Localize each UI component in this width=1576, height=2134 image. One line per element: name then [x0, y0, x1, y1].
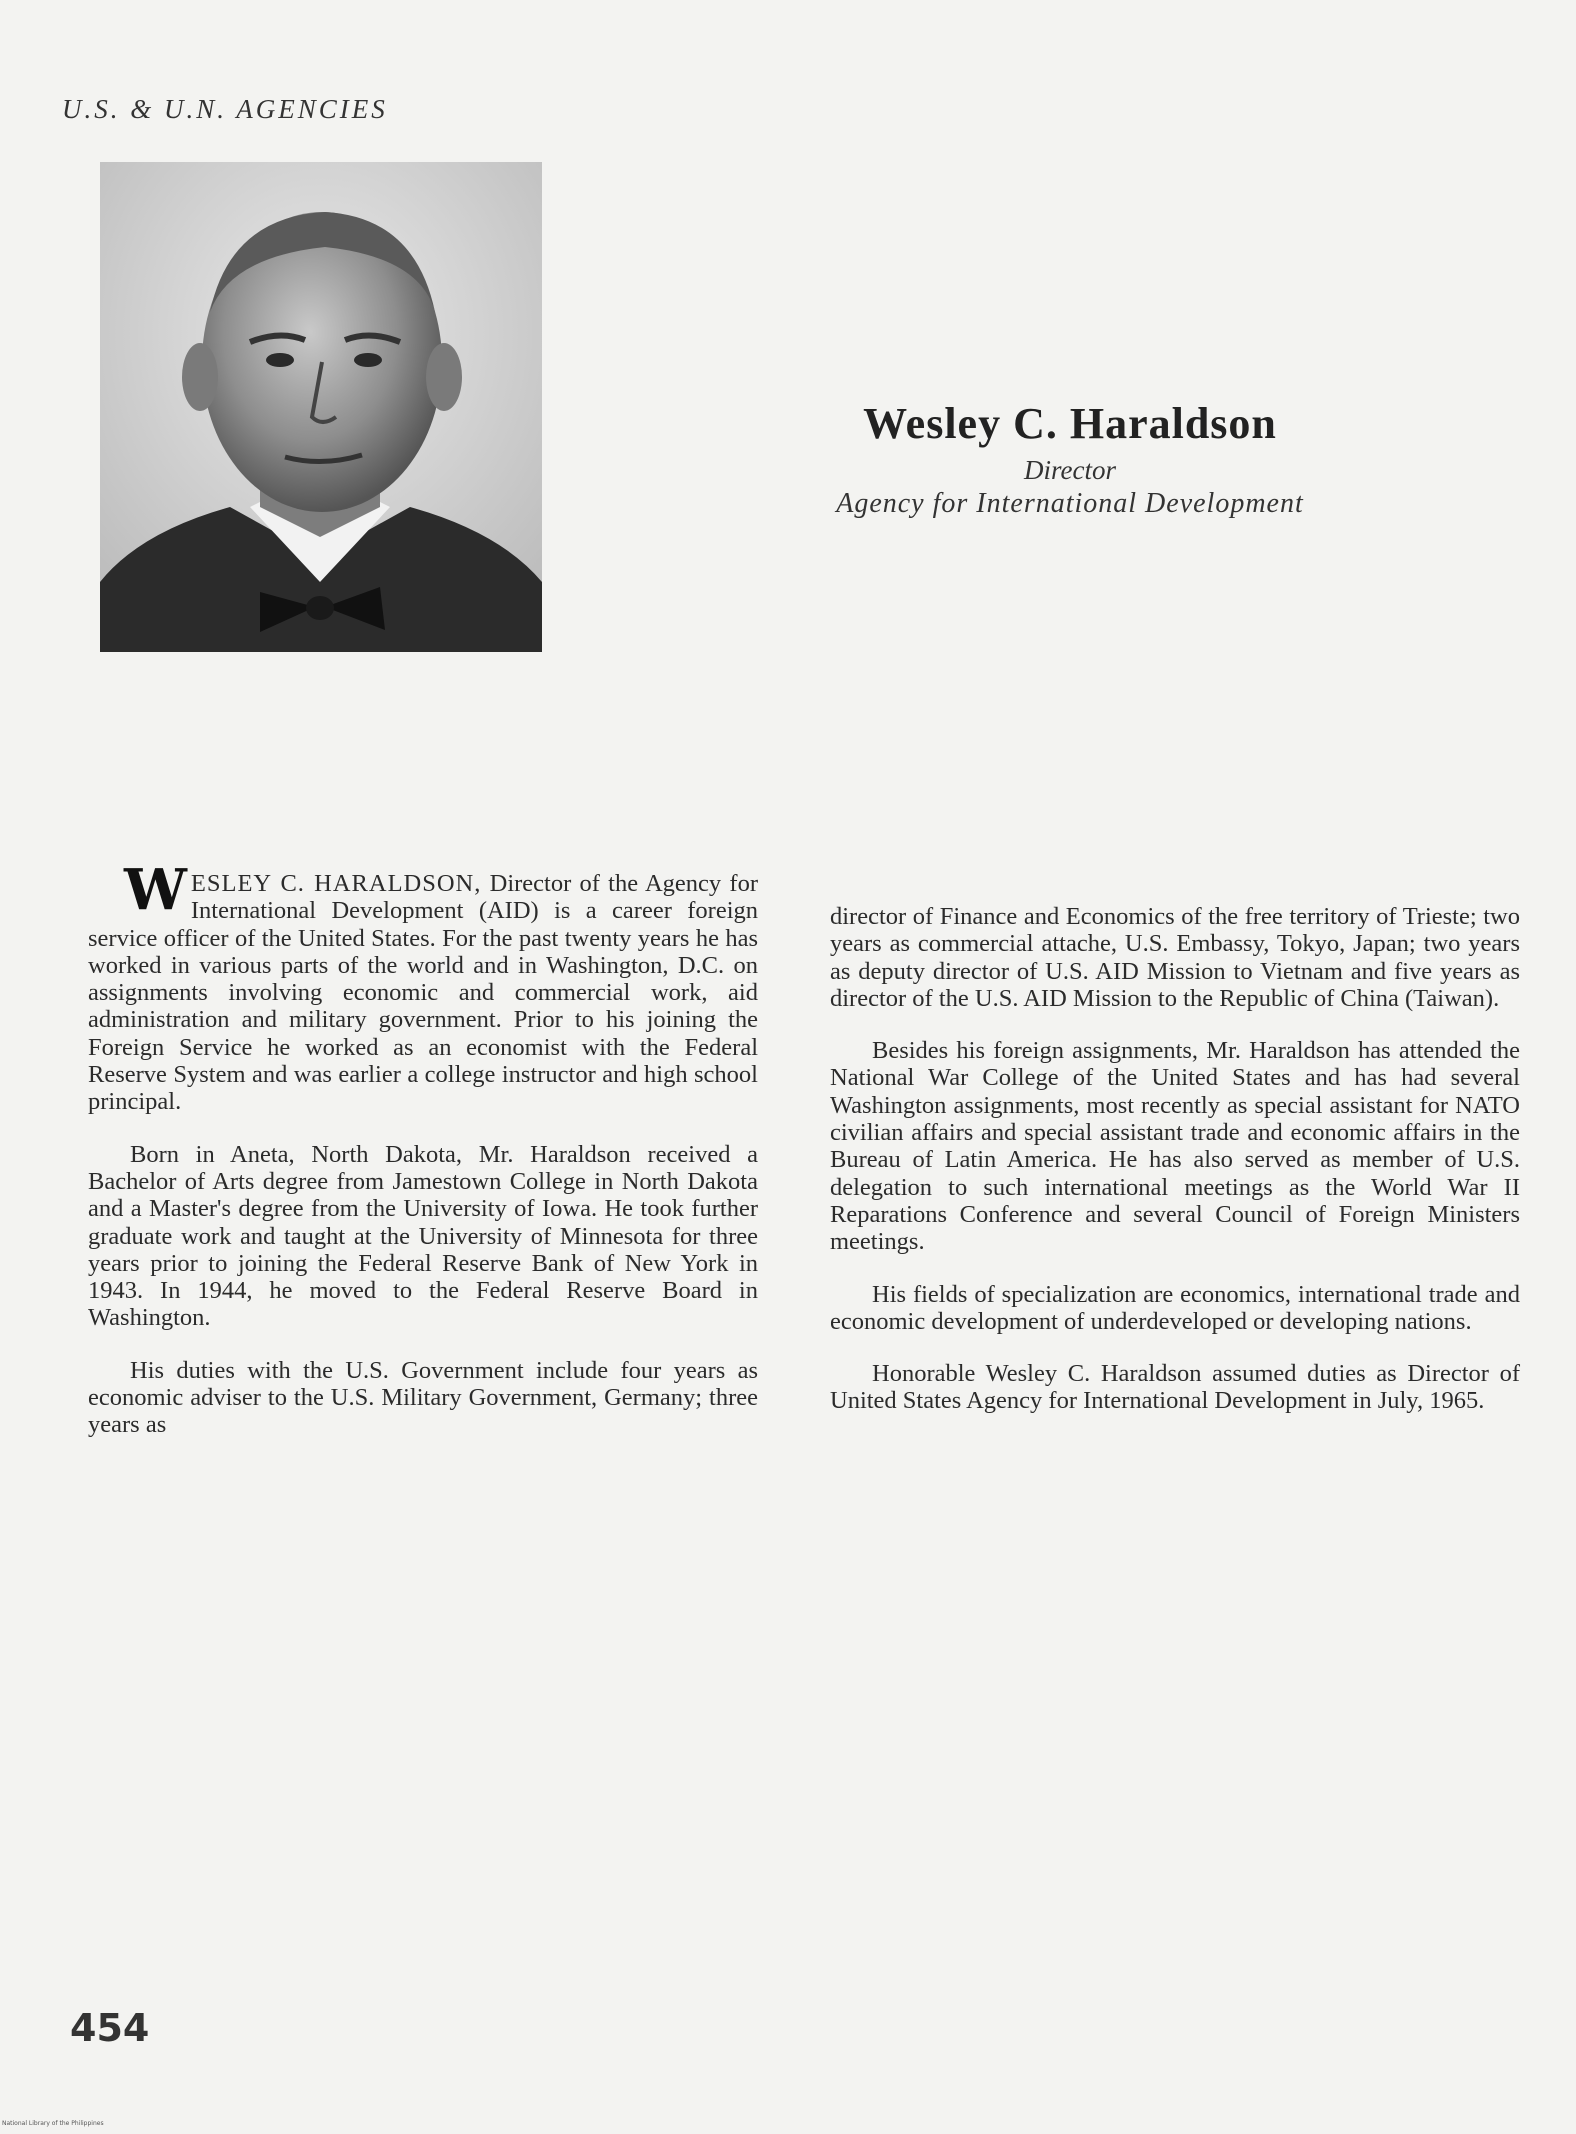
- portrait-photo: [100, 162, 542, 652]
- person-title: Director: [1024, 455, 1116, 485]
- paragraph-1: [88, 857, 758, 1116]
- drop-cap: W: [124, 857, 187, 923]
- page-number: 454: [70, 2006, 150, 2050]
- lead-caps: ESLEY C. HARALDSON,: [190, 870, 482, 897]
- paragraph-3: His duties with the U.S. Government include four years as economic adviser to the U.S. Military Government, Germany; three years as: [88, 1356, 758, 1439]
- paragraph-2: Born in Aneta, North Dakota, Mr. Haraldson received a Bachelor of Arts degree from Jamestown College in North Dakota and a Master's degree from the University of Iowa. He took further graduate work and taught at the University of Minnesota for three years prior to joining the Federal Reserve Bank of New York in 1943. In 1944, he moved to the Federal Reserve Board in Washington.: [88, 1140, 758, 1332]
- article-column-right: [830, 903, 1520, 1440]
- section-header: U.S. & U.N. AGENCIES: [62, 94, 388, 124]
- portrait-illustration: [100, 162, 542, 652]
- profile-heading: [760, 398, 1380, 520]
- person-name: Wesley C. Haraldson: [863, 399, 1277, 448]
- lead-text: Director of the Agency for International Development (AID) is a career foreign service officer of the United States. For the past twenty years he has worked in various parts of the world and in Washington, D.C. on assignments involving economic and commercial work, aid administration and military government. Prior to his joining the Foreign Service he worked as an economist with the Federal Reserve System and was earlier a college instructor and high school principal.: [88, 870, 758, 1116]
- paragraph-7: Honorable Wesley C. Haraldson assumed duties as Director of United States Agency for International Development in July, 1965.: [830, 1360, 1520, 1415]
- paragraph-5: Besides his foreign assignments, Mr. Haraldson has attended the National War College of the United States and has had several Washington assignments, most recently as special assistant for NATO civilian affairs and special assistant trade and economic affairs in the Bureau of Latin America. He has also served as member of U.S. delegation to such international meetings as the World War II Reparations Conference and several Council of Foreign Ministers meetings.: [830, 1037, 1520, 1256]
- paragraph-4: director of Finance and Economics of the free territory of Trieste; two years as commercial attache, U.S. Embassy, Tokyo, Japan; two years as deputy director of U.S. AID Mission to Vietnam and five years as director of the U.S. AID Mission to the Republic of China (Taiwan).: [830, 903, 1520, 1012]
- paragraph-6: His fields of specialization are economics, international trade and economic development of underdeveloped or developing nations.: [830, 1280, 1520, 1335]
- person-agency: Agency for International Development: [836, 488, 1304, 519]
- footer-note: National Library of the Philippines: [2, 2120, 104, 2127]
- article-column-left: [88, 857, 758, 1464]
